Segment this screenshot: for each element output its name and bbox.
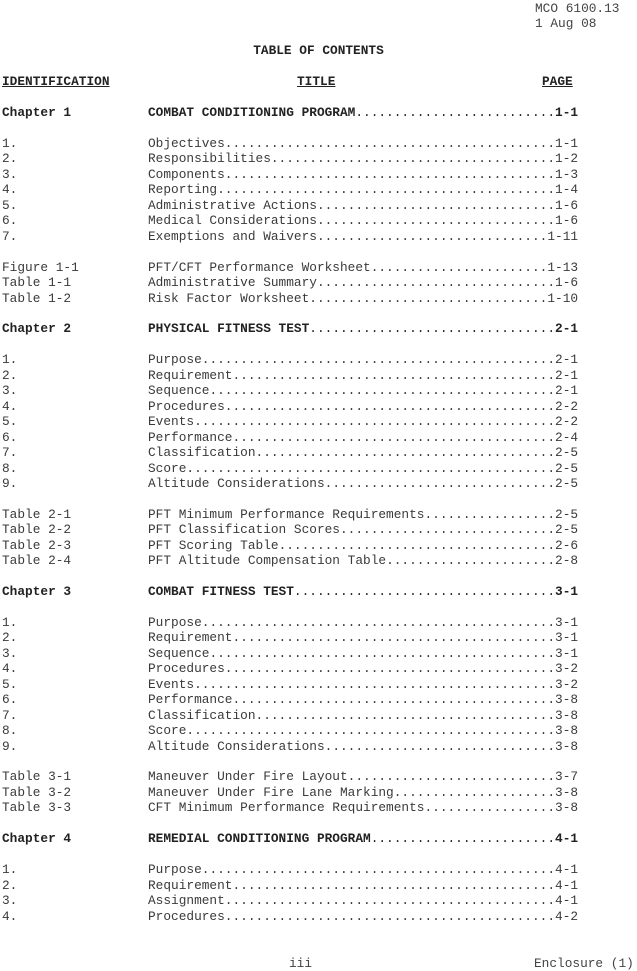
toc-entry-identification: 1. xyxy=(2,136,18,151)
toc-entry-title: COMBAT FITNESS TEST xyxy=(148,584,294,599)
toc-entry-title-with-page xyxy=(148,291,578,306)
toc-entry-page: 2-2 xyxy=(555,399,579,414)
dot-leader: ............................... xyxy=(316,198,556,213)
dot-leader: ............................ xyxy=(340,522,556,537)
toc-entry-title: Procedures xyxy=(148,399,225,414)
toc-entry-title: CFT Minimum Performance Requirements xyxy=(148,800,425,815)
footer-enclosure: Enclosure (1) xyxy=(534,956,634,971)
dot-leader: ............................................... xyxy=(194,677,556,692)
toc-entry-page: 3-8 xyxy=(555,723,579,738)
toc-entry-identification: 4. xyxy=(2,909,18,924)
toc-entry-page: 1-3 xyxy=(555,167,579,182)
toc-entry-identification: 1. xyxy=(2,615,18,630)
toc-entry-title: Maneuver Under Fire Layout xyxy=(148,769,348,784)
toc-entry-page: 2-1 xyxy=(555,383,579,398)
dot-leader: ............................... xyxy=(309,291,548,306)
toc-entry-page: 2-5 xyxy=(555,445,579,460)
toc-entry-title-with-page xyxy=(148,321,578,336)
toc-entry-title: Purpose xyxy=(148,615,202,630)
toc-entry-page: 2-8 xyxy=(555,553,579,568)
dot-leader: ............................... xyxy=(316,275,556,290)
dot-leader: .............................. xyxy=(324,476,556,491)
dot-leader: ..................... xyxy=(393,785,556,800)
toc-entry-title: Procedures xyxy=(148,661,225,676)
toc-entry-page: 2-1 xyxy=(555,368,579,383)
dot-leader: ........................................... xyxy=(224,136,556,151)
dot-leader: ............................................. xyxy=(209,646,556,661)
toc-entry-title-with-page xyxy=(148,893,578,908)
toc-entry-title-with-page xyxy=(148,584,578,599)
toc-entry-identification: 3. xyxy=(2,383,18,398)
dot-leader: ....................... xyxy=(370,260,548,275)
toc-entry-title: PFT Altitude Compensation Table xyxy=(148,553,387,568)
toc-entry-identification: 4. xyxy=(2,661,18,676)
toc-entry-page: 1-13 xyxy=(547,260,579,275)
toc-entry-page: 3-8 xyxy=(555,739,579,754)
dot-leader: .............................. xyxy=(316,229,548,244)
toc-entry-page: 4-1 xyxy=(555,862,579,877)
toc-entry-title: Classification xyxy=(148,445,256,460)
column-header-title: TITLE xyxy=(297,74,336,89)
dot-leader: ..................................... xyxy=(270,151,556,166)
toc-entry-title-with-page xyxy=(148,383,578,398)
toc-entry-title: PFT Scoring Table xyxy=(148,538,279,553)
toc-entry-identification: 2. xyxy=(2,630,18,645)
toc-entry-title-with-page xyxy=(148,105,578,120)
toc-entry-title: Sequence xyxy=(148,383,210,398)
toc-entry-page: 1-10 xyxy=(547,291,579,306)
toc-entry-identification: 2. xyxy=(2,368,18,383)
toc-entry-title-with-page xyxy=(148,352,578,367)
toc-entry-title: Objectives xyxy=(148,136,225,151)
toc-entry-title-with-page xyxy=(148,151,578,166)
document-header xyxy=(535,1,619,32)
toc-entry-identification: 1. xyxy=(2,352,18,367)
toc-entry-title: Medical Considerations xyxy=(148,213,317,228)
toc-entry-title-with-page xyxy=(148,522,578,537)
toc-entry-title: Requirement xyxy=(148,368,233,383)
dot-leader: .................................. xyxy=(293,584,556,599)
toc-entry-page: 4-1 xyxy=(555,831,579,846)
dot-leader: ........................................... xyxy=(224,167,556,182)
toc-entry-identification: 3. xyxy=(2,167,18,182)
dot-leader: .................................... xyxy=(278,538,556,553)
dot-leader: ........................................... xyxy=(224,399,556,414)
toc-entry-identification: Table 1-1 xyxy=(2,275,72,290)
dot-leader: .......................................... xyxy=(232,692,556,707)
dot-leader: ................................................ xyxy=(186,461,556,476)
dot-leader: .............................................. xyxy=(201,615,556,630)
toc-entry-identification: 6. xyxy=(2,430,18,445)
dot-leader: ................................................ xyxy=(186,723,556,738)
toc-entry-page: 4-2 xyxy=(555,909,579,924)
toc-entry-identification: 7. xyxy=(2,445,18,460)
toc-entry-page: 3-2 xyxy=(555,677,579,692)
toc-entry-page: 3-1 xyxy=(555,584,579,599)
toc-entry-page: 2-5 xyxy=(555,522,579,537)
toc-entry-title: Maneuver Under Fire Lane Marking xyxy=(148,785,394,800)
toc-entry-identification: 7. xyxy=(2,708,18,723)
toc-entry-title-with-page xyxy=(148,862,578,877)
dot-leader: ........................................... xyxy=(224,909,556,924)
toc-entry-page: 3-8 xyxy=(555,800,579,815)
toc-entry-page: 1-1 xyxy=(555,136,579,151)
toc-entry-identification: Table 2-4 xyxy=(2,553,72,568)
dot-leader: ........................ xyxy=(370,831,556,846)
dot-leader: .............................. xyxy=(324,739,556,754)
toc-entry-title: Sequence xyxy=(148,646,210,661)
toc-entry-page: 2-2 xyxy=(555,414,579,429)
column-header-page: PAGE xyxy=(542,74,573,89)
toc-entry-title: Exemptions and Waivers xyxy=(148,229,317,244)
toc-entry-title-with-page xyxy=(148,785,578,800)
toc-entry-title-with-page xyxy=(148,769,578,784)
toc-entry-title-with-page xyxy=(148,723,578,738)
toc-entry-title-with-page xyxy=(148,646,578,661)
toc-entry-title-with-page xyxy=(148,538,578,553)
toc-entry-identification: Table 3-1 xyxy=(2,769,72,784)
toc-entry-title-with-page xyxy=(148,275,578,290)
toc-entry-page: 1-11 xyxy=(547,229,579,244)
toc-entry-page: 1-6 xyxy=(555,198,579,213)
dot-leader: ............................................. xyxy=(209,383,556,398)
toc-entry-identification: Table 3-2 xyxy=(2,785,72,800)
toc-entry-title-with-page xyxy=(148,909,578,924)
toc-entry-page: 3-8 xyxy=(555,785,579,800)
toc-entry-page: 2-1 xyxy=(555,352,579,367)
toc-entry-identification: 4. xyxy=(2,399,18,414)
toc-entry-title-with-page xyxy=(148,430,578,445)
toc-entry-title: PFT Minimum Performance Requirements xyxy=(148,507,425,522)
toc-entry-page: 3-1 xyxy=(555,615,579,630)
toc-entry-title-with-page xyxy=(148,414,578,429)
toc-entry-identification: 1. xyxy=(2,862,18,877)
toc-entry-page: 2-5 xyxy=(555,461,579,476)
toc-entry-title: PFT Classification Scores xyxy=(148,522,340,537)
toc-entry-identification: Figure 1-1 xyxy=(2,260,79,275)
toc-entry-title-with-page xyxy=(148,399,578,414)
toc-entry-page: 3-7 xyxy=(555,769,579,784)
toc-entry-title: Components xyxy=(148,167,225,182)
toc-entry-page: 2-5 xyxy=(555,507,579,522)
toc-entry-title-with-page xyxy=(148,661,578,676)
dot-leader: ............................... xyxy=(316,213,556,228)
toc-entry-identification: 2. xyxy=(2,151,18,166)
toc-entry-page: 3-1 xyxy=(555,646,579,661)
toc-entry-identification: Chapter 1 xyxy=(2,105,72,120)
toc-entry-title: PFT/CFT Performance Worksheet xyxy=(148,260,371,275)
toc-entry-title: Score xyxy=(148,461,187,476)
dot-leader: ........................... xyxy=(347,769,556,784)
toc-entry-page: 3-2 xyxy=(555,661,579,676)
toc-entry-title: Assignment xyxy=(148,893,225,908)
dot-leader: .......................................... xyxy=(232,878,556,893)
order-date: 1 Aug 08 xyxy=(535,16,597,32)
dot-leader: ................. xyxy=(424,800,556,815)
footer-page-number: iii xyxy=(289,956,313,971)
toc-entry-title-with-page xyxy=(148,213,578,228)
toc-entry-identification: 5. xyxy=(2,198,18,213)
toc-entry-title-with-page xyxy=(148,739,578,754)
toc-entry-page: 4-1 xyxy=(555,893,579,908)
toc-entry-title: Purpose xyxy=(148,352,202,367)
toc-entry-identification: 5. xyxy=(2,414,18,429)
dot-leader: .............................................. xyxy=(201,352,556,367)
toc-entry-title: Altitude Considerations xyxy=(148,476,325,491)
toc-entry-title-with-page xyxy=(148,800,578,815)
toc-entry-page: 2-5 xyxy=(555,476,579,491)
toc-entry-identification: 6. xyxy=(2,213,18,228)
dot-leader: ....................................... xyxy=(255,708,556,723)
toc-entry-identification: Chapter 3 xyxy=(2,584,72,599)
dot-leader: ................. xyxy=(424,507,556,522)
toc-entry-title-with-page xyxy=(148,445,578,460)
dot-leader: .......................................... xyxy=(232,368,556,383)
toc-entry-title: Administrative Summary xyxy=(148,275,317,290)
toc-entry-title: REMEDIAL CONDITIONING PROGRAM xyxy=(148,831,371,846)
toc-entry-title: Events xyxy=(148,414,195,429)
toc-entry-title: Altitude Considerations xyxy=(148,739,325,754)
dot-leader: .............................................. xyxy=(201,862,556,877)
toc-entry-identification: Chapter 4 xyxy=(2,831,72,846)
toc-entry-title: PHYSICAL FITNESS TEST xyxy=(148,321,310,336)
toc-entry-title: Score xyxy=(148,723,187,738)
toc-entry-title-with-page xyxy=(148,692,578,707)
toc-entry-title-with-page xyxy=(148,831,578,846)
toc-entry-page: 2-1 xyxy=(555,321,579,336)
toc-entry-title: Requirement xyxy=(148,630,233,645)
toc-entry-title: Responsibilities xyxy=(148,151,271,166)
toc-entry-title-with-page xyxy=(148,476,578,491)
dot-leader: .......................... xyxy=(355,105,556,120)
toc-entry-identification: Table 2-2 xyxy=(2,522,72,537)
toc-entry-identification: Chapter 2 xyxy=(2,321,72,336)
toc-entry-page: 2-4 xyxy=(555,430,579,445)
toc-entry-title: Procedures xyxy=(148,909,225,924)
toc-entry-page: 1-1 xyxy=(555,105,579,120)
toc-entry-page: 4-1 xyxy=(555,878,579,893)
toc-entry-page: 1-4 xyxy=(555,182,579,197)
toc-entry-title-with-page xyxy=(148,507,578,522)
toc-entry-page: 3-1 xyxy=(555,630,579,645)
toc-entry-title-with-page xyxy=(148,182,578,197)
toc-entry-page: 2-6 xyxy=(555,538,579,553)
toc-entry-title: Reporting xyxy=(148,182,218,197)
toc-entry-title-with-page xyxy=(148,878,578,893)
order-number: MCO 6100.13 xyxy=(535,1,620,16)
toc-entry-title-with-page xyxy=(148,198,578,213)
toc-entry-page: 3-8 xyxy=(555,692,579,707)
toc-entry-page: 1-6 xyxy=(555,275,579,290)
toc-entry-title-with-page xyxy=(148,630,578,645)
dot-leader: ................................ xyxy=(309,321,556,336)
dot-leader: ............................................... xyxy=(194,414,556,429)
toc-entry-page: 3-8 xyxy=(555,708,579,723)
toc-entry-title-with-page xyxy=(148,553,578,568)
dot-leader: ........................................... xyxy=(224,893,556,908)
toc-entry-title-with-page xyxy=(148,136,578,151)
toc-entry-page: 1-2 xyxy=(555,151,579,166)
toc-entry-title: Administrative Actions xyxy=(148,198,317,213)
toc-entry-title: Classification xyxy=(148,708,256,723)
toc-entry-identification: Table 3-3 xyxy=(2,800,72,815)
toc-entry-identification: 3. xyxy=(2,646,18,661)
toc-entry-identification: 7. xyxy=(2,229,18,244)
toc-entry-title: Requirement xyxy=(148,878,233,893)
toc-entry-title: COMBAT CONDITIONING PROGRAM xyxy=(148,105,356,120)
toc-entry-identification: Table 1-2 xyxy=(2,291,72,306)
toc-entry-identification: Table 2-1 xyxy=(2,507,72,522)
dot-leader: ............................................ xyxy=(217,182,556,197)
toc-entry-title-with-page xyxy=(148,461,578,476)
toc-entry-title-with-page xyxy=(148,260,578,275)
toc-entry-title-with-page xyxy=(148,708,578,723)
toc-entry-title-with-page xyxy=(148,368,578,383)
toc-entry-identification: 8. xyxy=(2,461,18,476)
toc-entry-identification: 9. xyxy=(2,739,18,754)
toc-entry-identification: 5. xyxy=(2,677,18,692)
dot-leader: ....................................... xyxy=(255,445,556,460)
toc-entry-title-with-page xyxy=(148,615,578,630)
toc-entry-identification: 8. xyxy=(2,723,18,738)
toc-entry-title: Risk Factor Worksheet xyxy=(148,291,310,306)
toc-entry-title-with-page xyxy=(148,229,578,244)
toc-entry-title: Performance xyxy=(148,692,233,707)
toc-entry-title: Purpose xyxy=(148,862,202,877)
dot-leader: .......................................... xyxy=(232,630,556,645)
toc-entry-identification: Table 2-3 xyxy=(2,538,72,553)
toc-entry-title: Events xyxy=(148,677,195,692)
toc-title: TABLE OF CONTENTS xyxy=(253,43,384,58)
toc-entry-page: 1-6 xyxy=(555,213,579,228)
toc-entry-title-with-page xyxy=(148,167,578,182)
dot-leader: ...................... xyxy=(386,553,556,568)
toc-entry-identification: 9. xyxy=(2,476,18,491)
toc-entry-identification: 3. xyxy=(2,893,18,908)
toc-entry-title: Performance xyxy=(148,430,233,445)
toc-entry-identification: 2. xyxy=(2,878,18,893)
toc-entry-identification: 6. xyxy=(2,692,18,707)
toc-entry-title-with-page xyxy=(148,677,578,692)
dot-leader: ........................................... xyxy=(224,661,556,676)
dot-leader: .......................................... xyxy=(232,430,556,445)
column-header-identification: IDENTIFICATION xyxy=(2,74,110,89)
toc-entry-identification: 4. xyxy=(2,182,18,197)
